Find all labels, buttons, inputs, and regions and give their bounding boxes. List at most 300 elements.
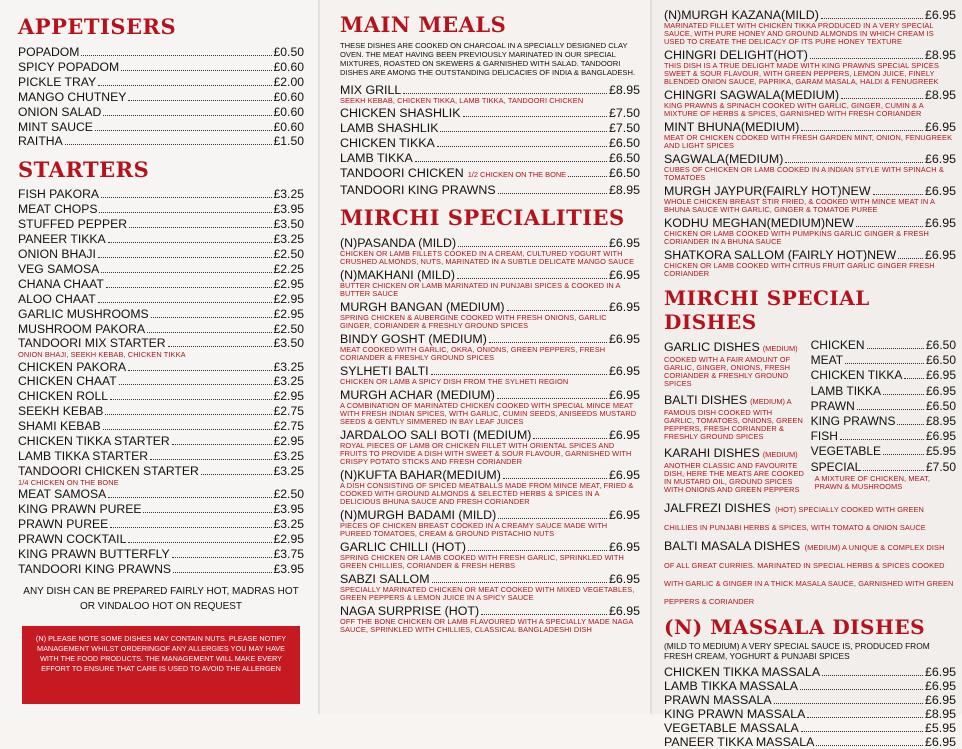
menu-item-row [18, 60, 304, 75]
menu-item-row [664, 679, 956, 693]
dot-leader [774, 703, 923, 704]
dot-leader [431, 374, 607, 375]
menu-item-row [664, 707, 956, 721]
menu-item-price: £6.95 [924, 216, 956, 230]
menu-item-price: £6.95 [925, 429, 956, 444]
menu-item [18, 502, 304, 517]
menu-item-name: TANDOORI MIX STARTER [18, 336, 166, 351]
menu-item-row [18, 487, 304, 502]
menu-item-price: £2.50 [273, 321, 304, 336]
menu-item-description: 1/4 CHICKEN ON THE BONE [18, 477, 119, 487]
menu-item-row [811, 460, 956, 475]
menu-item-description: SEEKH KEBAB, CHICKEN TIKKA, LAMB TIKKA, TANDOORI CHICKEN [340, 96, 584, 105]
menu-item-price: £3.25 [273, 463, 304, 478]
menu-item [811, 429, 956, 444]
menu-item [18, 449, 304, 464]
special-dish-name: GARLIC DISHES [664, 340, 760, 354]
menu-item-row [811, 384, 956, 399]
menu-item [18, 105, 304, 120]
menu-item-price: £6.50 [925, 398, 956, 413]
dot-leader [898, 258, 923, 259]
menu-item-name: (N)MURGH BADAMI (MILD) [340, 508, 497, 522]
dot-leader [108, 242, 272, 243]
menu-item-row [18, 277, 304, 292]
menu-item [664, 152, 956, 182]
menu-item-name: ONION BHAJI [18, 246, 96, 261]
menu-item-name: KING PRAWN MASSALA [664, 707, 806, 721]
dot-leader [101, 272, 271, 273]
menu-item-name: MURGH ACHAR (MEDIUM) [340, 388, 495, 402]
menu-item-price: £6.50 [608, 136, 640, 150]
menu-item-name: CHICKEN TIKKA MASSALA [664, 665, 821, 679]
dot-leader [801, 130, 923, 131]
menu-item-row [340, 121, 640, 135]
menu-item-price: £3.95 [273, 501, 304, 516]
menu-item-name: SPICY POPADOM [18, 59, 120, 74]
dot-leader [883, 394, 924, 395]
menu-item [664, 8, 956, 46]
menu-item-price: £6.95 [925, 368, 956, 383]
menu-item-price: £3.50 [273, 217, 304, 232]
menu-item [340, 364, 640, 386]
dot-leader [95, 130, 272, 131]
menu-column-left [0, 0, 318, 714]
menu-item [18, 404, 304, 419]
special-dish-title [664, 338, 805, 356]
menu-item-price: £6.95 [608, 364, 640, 378]
menu-item-description: PIECES OF CHICKEN BREAST COOKED IN A CREAMY SAUCE MADE WITH PUREED TOMATOES, CREAM & GROUND PISTACHIO NUTS [340, 521, 608, 538]
menu-item-row [18, 134, 304, 149]
menu-item [340, 236, 640, 266]
menu-item-name: TANDOORI KING PRAWNS [18, 561, 172, 576]
menu-item [18, 232, 304, 247]
menu-item-price: £6.95 [924, 120, 956, 134]
dot-leader [151, 317, 272, 318]
menu-item [340, 388, 640, 426]
menu-item-name: SHATKORA SALLOM (FAIRLY HOT)NEW [664, 248, 897, 262]
menu-item-name: PRAWN [810, 398, 855, 413]
menu-item-row [340, 468, 640, 482]
dot-leader [128, 100, 271, 101]
menu-item-name: CHICKEN TIKKA [340, 136, 435, 150]
dot-leader [110, 399, 271, 400]
menu-item-price: £6.95 [924, 184, 956, 198]
menu-item [18, 277, 304, 292]
menu-item-name: ALOO CHAAT [18, 291, 96, 306]
menu-item [664, 693, 956, 707]
menu-column-middle [318, 0, 652, 714]
appetisers-list [18, 45, 304, 149]
menu-item-description: A COMBINATION OF MARINATED CHICKEN COOKED WITH SPECIAL MINCE MEAT WITH FRESH INDIAN SPICES, WITH GARLIC, CUMIN SEEDS, ANISEEDS MUSTARD SEEDS & GENTLY SIMMERED IN BAY LEAF JUICES [340, 401, 637, 426]
menu-item-price: £6.95 [608, 572, 640, 586]
menu-item-name: MEAT SAMOSA [18, 486, 107, 501]
menu-item-description: THIS DISH IS A TRUE DELIGHT MADE WITH KING PRAWNS SPECIAL SPICES SWEET & SOUR FLAVOUR, WITH GREEN PEPPERS, LEMON JUICE, FINELY BLENDED ONION SAUCE, PAPRIKA, GARAM MASALA, HALDI & FENUGREEK [664, 61, 939, 86]
menu-item-description: CUBES OF CHICKEN OR LAMB COOKED IN A INDIAN STYLE WITH SPINACH & TOMATOES [664, 165, 944, 182]
dot-leader [857, 409, 924, 410]
menu-item [18, 307, 304, 322]
dot-leader [98, 257, 272, 258]
dot-leader [105, 414, 271, 415]
menu-item-price: £6.95 [924, 693, 956, 707]
menu-item-row [664, 248, 956, 262]
dot-leader [173, 572, 271, 573]
menu-item [18, 434, 304, 449]
menu-item-price: £6.95 [608, 508, 640, 522]
menu-item-name: (N)PASANDA (MILD) [340, 236, 457, 250]
menu-item [664, 707, 956, 721]
menu-item-name: SHAMI KEBAB [18, 419, 101, 434]
dot-leader [201, 474, 272, 475]
menu-item-description: SPRING CHICKEN & AUBERGINE COOKED WITH FRESH ONIONS, GARLIC GINGER, CORIANDER & FRESHLY GROUND SPICES [340, 313, 607, 330]
menu-item-name: CHICKEN ROLL [18, 389, 109, 404]
menu-item-row [811, 429, 956, 444]
menu-item-row [18, 232, 304, 247]
dot-leader [489, 342, 607, 343]
menu-item-row [18, 45, 304, 60]
menu-item [664, 216, 956, 246]
menu-item-price: £3.95 [273, 202, 304, 217]
menu-item-name: FISH PAKORA [18, 187, 100, 202]
heat-note-line1: ANY DISH CAN BE PREPARED FAIRLY HOT, MADRAS HOT [23, 586, 299, 598]
menu-item [18, 292, 304, 307]
menu-item-price: £3.25 [273, 187, 304, 202]
menu-item [18, 60, 304, 75]
menu-item-price: £2.95 [273, 276, 304, 291]
menu-item-name: ONION SALAD [18, 104, 102, 119]
menu-item-row [811, 414, 956, 429]
menu-item [340, 508, 640, 538]
mirchi-special-dishes-heading: MIRCHI SPECIAL DISHES [664, 286, 870, 334]
menu-item-name: CHICKEN PAKORA [18, 359, 127, 374]
menu-item-price: £6.95 [608, 388, 640, 402]
menu-item-row [18, 562, 304, 577]
menu-item-price: £7.50 [608, 121, 640, 135]
dot-leader [128, 370, 271, 371]
special-dish-name: KARAHI DISHES [664, 446, 760, 460]
menu-item-row [18, 434, 304, 449]
menu-item-row [811, 338, 956, 353]
menu-item [18, 187, 304, 202]
menu-item-name: CHICKEN TIKKA [810, 368, 903, 383]
menu-item-name: KING PRAWNS [810, 414, 896, 429]
menu-item-price: £2.95 [273, 434, 304, 449]
dot-leader [65, 144, 272, 145]
menu-item-price: £8.95 [608, 83, 640, 97]
dot-leader [822, 675, 923, 676]
dot-leader [845, 363, 924, 364]
menu-item-price: £0.60 [273, 104, 304, 119]
menu-item-row [18, 360, 304, 375]
dot-leader [507, 310, 607, 311]
menu-item-price: £5.95 [925, 444, 956, 459]
menu-item-row [18, 464, 304, 479]
menu-item-row [340, 572, 640, 586]
dot-leader [128, 542, 271, 543]
dot-leader [415, 161, 607, 162]
special-dish-tag: (MEDIUM) [762, 450, 798, 459]
menu-item [18, 517, 304, 532]
menu-item [340, 121, 640, 135]
dot-leader [143, 512, 271, 513]
dot-leader [481, 614, 607, 615]
dot-leader [873, 194, 923, 195]
dot-leader [129, 227, 271, 228]
menu-item-row [340, 166, 640, 182]
dot-leader [168, 346, 272, 347]
menu-item [340, 183, 640, 197]
menu-item-row [811, 368, 956, 383]
mirchi-specialities-heading: MIRCHI SPECIALITIES [340, 205, 625, 230]
massala-intro: (MILD TO MEDIUM) A VERY SPECIAL SAUCE IS, PRODUCED FROM FRESH CREAM, YOGHURT & PUNJABI SPICES [664, 641, 930, 661]
dot-leader [841, 98, 923, 99]
balti-masala-desc: (MEDIUM) A UNIQUE & COMPLEX DISH OF ALL GREAT CURRIES. MARINATED IN SPECIAL HERBS & SPICES COOKED WITH GARLIC & GINGER IN A THICK MASALA SAUCE, GARNISHED WITH GREEN PEPPERS & CORIANDER [664, 543, 954, 606]
menu-item-row [18, 374, 304, 389]
main-meals-intro: THESE DISHES ARE COOKED ON CHARCOAL IN A SPECIALLY DESIGNED CLAY OVEN. THE MEAT HAVING BEEN PREVIOUSLY MARINATED IN OUR SPECIAL MIXTURES, ROASTED ON SKEWERS & GARNISHED WITH SALAD. TANDOORI DISHES ARE AMONG THE OUTSTANDING DELICACIES OF INDIA & BANGLADESH. [340, 41, 636, 77]
menu-item [18, 75, 304, 90]
menu-item-row [664, 665, 956, 679]
menu-item [664, 184, 956, 214]
menu-item-name: MURGH BANGAN (MEDIUM) [340, 300, 505, 314]
menu-item-price: £7.50 [925, 459, 956, 474]
menu-item-price: £6.95 [608, 332, 640, 346]
menu-item-row [18, 449, 304, 464]
menu-item [18, 247, 304, 262]
dot-leader [463, 116, 607, 117]
menu-item [18, 547, 304, 562]
menu-item-name: JARDALOO SALI BOTI (MEDIUM) [340, 428, 532, 442]
menu-item-row [18, 336, 304, 351]
dot-leader [785, 162, 923, 163]
menu-item-price: £3.75 [273, 546, 304, 561]
massala-heading: (N) MASSALA DISHES [664, 615, 926, 639]
menu-item-row [18, 187, 304, 202]
menu-item-name: KODHU MEGHAN(MEDIUM)NEW [664, 216, 854, 230]
menu-item-row [18, 75, 304, 90]
menu-item-price: £0.60 [273, 119, 304, 134]
dot-leader [81, 55, 271, 56]
menu-item-name: VEGETABLE [810, 444, 882, 459]
menu-item-name: MINT BHUNA(MEDIUM) [664, 120, 800, 134]
dot-leader [121, 70, 271, 71]
menu-item-name: PRAWN PUREE [18, 516, 109, 531]
menu-item-price: £1.50 [273, 134, 304, 149]
menu-item [664, 248, 956, 278]
heat-note-line2: OR VINDALOO HOT ON REQUEST [79, 601, 243, 613]
dot-leader [172, 557, 272, 558]
menu-item-row [340, 236, 640, 250]
menu-item-price: £2.75 [273, 404, 304, 419]
main-meals-heading: MAIN MEALS [340, 12, 507, 37]
menu-item-name: LAMB SHASHLIK [340, 121, 439, 135]
menu-item-description: CHICKEN OR LAMB COOKED WITH CITRUS FRUIT GARLIC GINGER FRESH CORIANDER [664, 261, 935, 278]
menu-item [340, 604, 640, 634]
menu-item-description: OFF THE BONE CHICKEN OR LAMB FLAVOURED WITH A SPECIALLY MADE NAGA SAUCE, SPRINKLED WITH CHILLIES, CLASSICAL BANGLADESHI DISH [340, 617, 634, 634]
menu-item-price: £2.50 [273, 246, 304, 261]
dot-leader [468, 550, 607, 551]
menu-item [18, 374, 304, 389]
menu-item-row [340, 106, 640, 120]
menu-item-row [340, 364, 640, 378]
dot-leader [147, 332, 271, 333]
menu-item-price: £6.95 [924, 679, 956, 693]
dot-leader [497, 398, 607, 399]
menu-item-name: KING PRAWN BUTTERFLY [18, 546, 170, 561]
special-dish-title [664, 391, 805, 409]
menu-item-price: £6.95 [608, 236, 640, 250]
menu-item [664, 721, 956, 735]
special-dish-tag: (MEDIUM) [762, 344, 798, 353]
menu-item-price: £6.50 [925, 353, 956, 368]
menu-item-name: BINDY GOSHT (MEDIUM) [340, 332, 487, 346]
menu-item-row [664, 735, 956, 749]
menu-item-row [18, 307, 304, 322]
dot-leader [440, 131, 607, 132]
menu-item [811, 399, 956, 414]
menu-item-row [664, 8, 956, 22]
special-dish-title [664, 444, 805, 462]
dot-leader [904, 378, 924, 379]
menu-item-name: GARLIC CHILLI (HOT) [340, 540, 466, 554]
menu-item-price: £0.60 [273, 89, 304, 104]
menu-item-name: PANEER TIKKA MASSALA [664, 735, 815, 749]
menu-item-description: ROYAL PIECES OF LAMB OR CHICKEN FILLET WITH ORIENTAL SPICES AND FRUITS TO PROVIDE A DISH WITH SWEET & SOUR FLAVOUR, GARNISHED WITH CRISPY POTATO STICKS AND FRESH CORIANDER [340, 441, 632, 466]
menu-item [18, 532, 304, 547]
menu-item [811, 460, 956, 475]
menu-item-row [664, 152, 956, 166]
menu-item-row [340, 332, 640, 346]
dot-leader [498, 518, 607, 519]
menu-item-name: LAMB TIKKA [810, 383, 882, 398]
menu-item [340, 106, 640, 120]
menu-item-price: £6.50 [925, 338, 956, 352]
balti-masala-name: BALTI MASALA DISHES [664, 539, 801, 553]
menu-item-name: SAGWALA(MEDIUM) [664, 152, 784, 166]
menu-item-price: £6.95 [608, 540, 640, 554]
menu-item-row [811, 353, 956, 368]
menu-item-name: LAMB TIKKA MASSALA [664, 679, 799, 693]
menu-item-row [340, 183, 640, 197]
specialities-list [340, 236, 640, 634]
dot-leader [840, 439, 924, 440]
menu-item-name: MURGH JAYPUR(FAIRLY HOT)NEW [664, 184, 871, 198]
menu-item-row [340, 428, 640, 442]
menu-item-row [340, 83, 640, 97]
special-dish-description: ANOTHER CLASSIC AND FAVOURITE DISH, HERE THE MEATS ARE COOKED IN MUSTARD OIL, GROUND SPICES WITH ONIONS AND GREEN PEPPERS [664, 461, 804, 494]
menu-item [340, 300, 640, 330]
menu-item [18, 262, 304, 277]
menu-item-name: LAMB TIKKA STARTER [18, 448, 149, 463]
massala-list [664, 665, 956, 749]
menu-item [664, 48, 956, 86]
menu-item-name: NAGA SURPRISE (HOT) [340, 604, 480, 618]
menu-item [18, 464, 304, 487]
special-dish-description: COOKED WITH A FAIR AMOUNT OF GARLIC, GINGER, ONIONS, FRESH CORIANDER & FRESHLY GROUND SPICES [664, 355, 791, 388]
special-dish [664, 391, 805, 441]
menu-item-price: £2.25 [273, 261, 304, 276]
menu-item [340, 332, 640, 362]
menu-item-name: CHINGRI DELIGHT(HOT) [664, 48, 808, 62]
menu-item [18, 336, 304, 359]
dot-leader [498, 193, 607, 194]
menu-item [18, 562, 304, 577]
menu-item-description: MEAT COOKED WITH GARLIC, OKRA, ONIONS, GREEN PEPPERS, FRESH CORIANDER & FRESHLY GROUND SPICES [340, 345, 606, 362]
menu-item-price: £2.95 [273, 306, 304, 321]
menu-item-name: CHICKEN [810, 338, 865, 352]
menu-item-name: PICKLE TRAY [18, 74, 97, 89]
menu-item-price: £6.95 [924, 8, 956, 22]
menu-item-row [664, 693, 956, 707]
menu-item-row [664, 48, 956, 62]
menu-item-description: CHICKEN OR LAMB FILLETS COOKED IN A CREAM, CULTURED YOGURT WITH CRUSHED ALMONDS, NUTS, MARINATED IN A SUBTLE DELICATE MANGO SAUCE [340, 249, 635, 266]
menu-item-description: SPRING CHICKEN OR LAMB COOKED WITH FRESH GARLIC, SPRINKLED WITH GREEN CHILLIES, CORIANDER & FRESH HERBS [340, 553, 624, 570]
dot-leader [821, 18, 923, 19]
menu-item-price: £6.95 [608, 300, 640, 314]
dot-leader [807, 717, 923, 718]
menu-item-row [340, 540, 640, 554]
menu-item-name: CHANA CHAAT [18, 276, 104, 291]
menu-item-price: £2.95 [273, 531, 304, 546]
menu-item-price: £6.95 [924, 248, 956, 262]
menu-item [340, 572, 640, 602]
menu-item-row [811, 399, 956, 414]
menu-item-note: 1/2 CHICKEN ON THE BONE [467, 170, 567, 179]
dot-leader [110, 527, 271, 528]
menu-item-price: £6.50 [608, 151, 640, 165]
menu-item-description: MARINATED FILLET WITH CHICKEN TIKKA PRODUCED IN A VERY SPECIAL SAUCE, WITH PURE HONEY AND GROUND ALMONDS IN WHICH CREAM IS USED TO CREATE THE DELICACY OF ITS PURE HONEY TEXTURE [664, 21, 934, 46]
menu-item-name: SEEKH KEBAB [18, 404, 104, 419]
menu-item [18, 419, 304, 434]
menu-item-row [811, 444, 956, 459]
dot-leader [801, 731, 923, 732]
menu-item-price: £0.50 [273, 45, 304, 59]
dot-leader [172, 444, 272, 445]
dot-leader [568, 176, 607, 177]
menu-item-price: £6.95 [608, 468, 640, 482]
menu-item-row [18, 247, 304, 262]
dot-leader [810, 58, 923, 59]
menu-item-name: LAMB TIKKA [340, 151, 413, 165]
menu-item-name: MINT SAUCE [18, 119, 93, 134]
menu-item-name: GARLIC MUSHROOMS [18, 306, 149, 321]
menu-item [18, 90, 304, 105]
dot-leader [98, 302, 272, 303]
jalfrezi-desc: (HOT) SPECIALLY COOKED WITH GREEN CHILLIES IN PUNJABI HERBS & SPICES, WITH TOMATO & ONION SAUCE [664, 505, 926, 532]
menu-item-name: MEAT [810, 353, 844, 368]
menu-item [18, 45, 304, 60]
starters-heading: STARTERS [18, 157, 150, 183]
menu-item-row [18, 502, 304, 517]
menu-item-name: MUSHROOM PAKORA [18, 321, 146, 336]
menu-item-name: MIX GRILL [340, 83, 402, 97]
menu-item-description: SPECIALLY MARINATED CHICKEN OR MEAT COOKED WITH MIXED VEGETABLES, GREEN PEPPERS & LEMON JUICE IN A SPICY SAUCE [340, 585, 635, 602]
menu-item-price: £3.25 [273, 448, 304, 463]
dot-leader [101, 197, 271, 198]
menu-item-row [18, 105, 304, 120]
menu-item-name: SPECIAL [810, 459, 862, 474]
menu-item-row [18, 262, 304, 277]
menu-item-price: £6.95 [925, 383, 956, 398]
menu-item-row [18, 547, 304, 562]
allergy-notice: (N) PLEASE NOTE SOME DISHES MAY CONTAIN NUTS. PLEASE NOTIFY MANAGEMENT WHILST ORDERINGOF ANY ALLERGIES YOU MAY HAVE WITH THE FOOD PRODUCTS. THE MANAGEMENT WILL MAKE EVERY EFFORT TO ENSURE THAT CARE IS USED TO AVOID THE ALLERGEN [22, 626, 300, 704]
dot-leader [800, 689, 923, 690]
dot-leader [816, 745, 923, 746]
menu-item-price: £3.95 [273, 561, 304, 576]
dot-leader [98, 85, 271, 86]
menu-item-row [664, 721, 956, 735]
dot-leader [99, 212, 271, 213]
menu-item-name: TANDOORI CHICKEN [340, 166, 464, 180]
menu-item-row [18, 532, 304, 547]
